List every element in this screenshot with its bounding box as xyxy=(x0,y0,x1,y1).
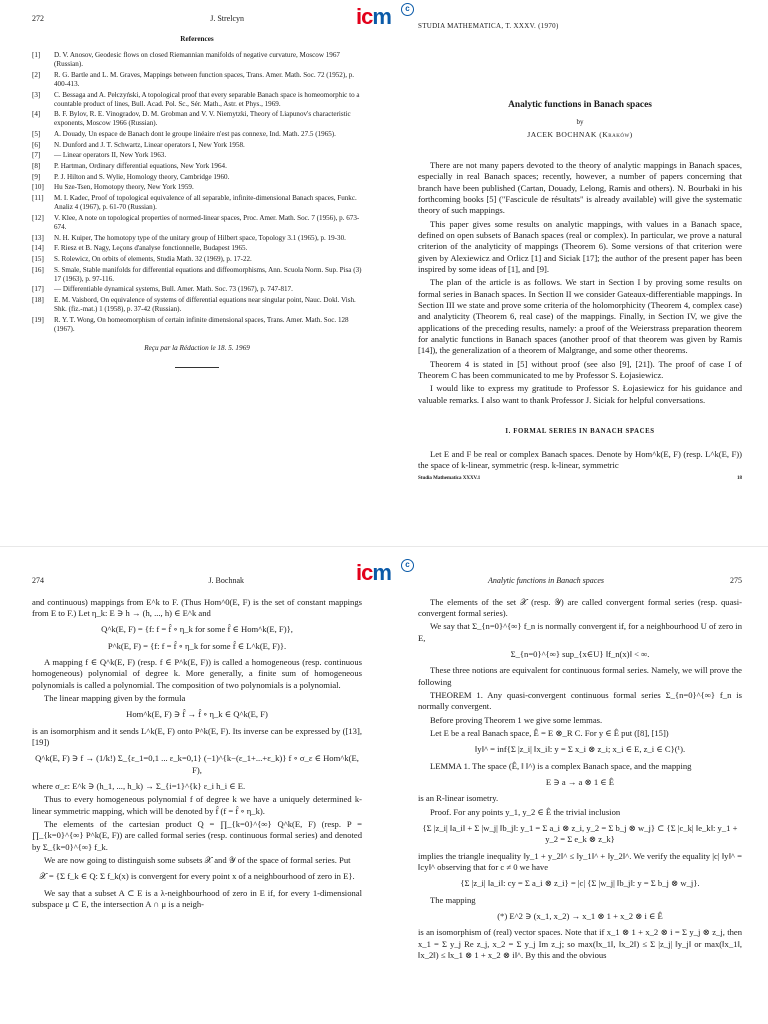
paragraph: Thus to every homogeneous polynomial f of degree k we have a uniquely determined k-linear symmetric mapping, which will be denoted by f̂ (f = f̂ ∘ η_k). xyxy=(32,794,362,816)
reference-text: P. Hartman, Ordinary differential equations, New York 1964. xyxy=(54,162,227,171)
paragraph: implies the triangle inequality ‖y_1 + y_2‖^ ≤ ‖y_1‖^ + ‖y_2‖^. We verify the equality |c| ‖y‖^ = ‖cy‖^ observing that for c ≠ 0 we have xyxy=(418,850,742,873)
reference-item xyxy=(32,173,362,182)
reference-item xyxy=(32,71,362,89)
reference-item xyxy=(32,110,362,128)
page-title-page xyxy=(418,22,742,542)
reference-number: [7] xyxy=(32,151,41,160)
reference-item xyxy=(32,285,362,294)
reference-text: A. Douady, Un espace de Banach dont le groupe linéaire n'est pas connexe, Ind. Math. 27.5 (1965). xyxy=(54,130,336,139)
formula: Q^k(E, F) ∋ f → (1/k!) Σ_{ε_1=0,1 ... ε_k=0,1} (−1)^{k−(ε_1+...+ε_k)} f ∘ σ_ε ∈ Hom^k(E, F), xyxy=(35,753,359,775)
page-number: 275 xyxy=(730,576,742,585)
intro-paragraph: I would like to express my gratitude to Professor S. Łojasiewicz for his guidance and valuable remarks. I also want to thank Professor J. Siciak for helpful conversations. xyxy=(418,383,742,405)
page-272 xyxy=(32,14,362,394)
reference-number: [11] xyxy=(32,194,44,203)
article-title: Analytic functions in Banach spaces xyxy=(508,100,652,111)
reference-number: [16] xyxy=(32,265,44,274)
paragraph: We are now going to distinguish some subsets 𝒳 and 𝒴 of the space of formal series. Put xyxy=(44,855,351,866)
paragraph: We say that Σ_{n=0}^{∞} f_n is normally convergent if, for a neighbourhood U of zero in E, xyxy=(418,621,742,643)
reference-text: — Linear operators II, New York 1963. xyxy=(54,151,167,160)
paragraph: We say that a subset A ⊂ E is a λ-neighbourhood of zero in E if, for every 1-dimensional subspace μ ⊂ E, the intersection A ∩ μ is a neigh- xyxy=(32,887,362,910)
running-head: J. Bochnak xyxy=(208,576,244,585)
copyright-icon: c xyxy=(401,3,414,16)
reference-text: C. Bessaga and A. Pełczyński, A topological proof that every separable Banach space is homeomorphic to a countable product of lines, Bull. Acad. Pol. Sc., Sér. Math., Astr. et Phys., 1969. xyxy=(54,90,360,108)
reference-number: [6] xyxy=(32,140,41,149)
reference-number: [4] xyxy=(32,110,41,119)
formula: {Σ |z_i| ‖a_i‖ + Σ |w_j| ‖b_j‖: y_1 = Σ a_i ⊗ z_i, y_2 = Σ b_j ⊗ w_j} ⊂ {Σ |c_k| ‖e_k‖: y_1 + y_2 = Σ e_k ⊗ z_k} xyxy=(422,823,738,845)
formula: Σ_{n=0}^{∞} sup_{x∈U} ‖f_n(x)‖ < ∞. xyxy=(510,648,650,659)
paragraph: The elements of the set 𝒳 (resp. 𝒴) are called convergent formal series (resp. quasi-convergent formal series). xyxy=(418,596,742,618)
icm-logo-bottom: icm xyxy=(356,560,391,585)
reference-text: N. Dunford and J. T. Schwartz, Linear operators I, New York 1958. xyxy=(54,140,245,149)
reference-text: S. Rolewicz, On orbits of elements, Studia Math. 32 (1969), p. 17-22. xyxy=(54,254,252,263)
reference-number: [8] xyxy=(32,162,41,171)
footer-right: 18 xyxy=(737,475,742,481)
reference-text: — Differentiable dynamical systems, Bull. Amer. Math. Soc. 73 (1967), p. 747-817. xyxy=(54,285,293,294)
paragraph: The elements of the cartesian product Q = ∏_{k=0}^{∞} Q^k(E, F) (resp. P = ∏_{k=0}^{∞} P^k(E, F)) are called formal series (resp. continuous formal series) and denoted by Σ_{k=0}^{∞} f_k. xyxy=(32,819,362,852)
reference-item xyxy=(32,316,362,334)
reference-item xyxy=(32,255,362,264)
reference-number: [5] xyxy=(32,130,41,139)
references-list xyxy=(32,51,362,334)
running-head: Analytic functions in Banach spaces xyxy=(488,576,604,585)
footer-left: Studia Mathematica XXXV.1 xyxy=(418,475,481,481)
page-274 xyxy=(32,576,362,1024)
reference-text: B. F. Bylov, R. E. Vinogradov, D. M. Grobman and V. V. Niemytzki, Theory of Liapunov's characteristic exponents, Moscow 1966 (Russian). xyxy=(54,110,351,128)
intro-paragraph: There are not many papers devoted to the theory of analytic mappings in Banach spaces, especially in real Banach spaces; recently, however, a number of papers concerning that branch have been published (Cartan, Douady, Lelong, Ramis and others). N. Bourbaki in his forthcoming books [5] ("Fascicule de résultats" is already available) will give the systematic theory of such mappings. xyxy=(418,159,742,216)
reference-item xyxy=(32,194,362,212)
paragraph: is an R-linear isometry. xyxy=(418,793,499,804)
reference-text: R. G. Bartle and L. M. Graves, Mappings between function spaces, Trans. Amer. Math. Soc. 72 (1952), p. 400-413. xyxy=(54,70,355,88)
paragraph: Before proving Theorem 1 we give some lemmas. xyxy=(430,714,603,725)
by-line: by xyxy=(576,117,584,126)
formula: (*) E^2 ∋ (x_1, x_2) → x_1 ⊗ 1 + x_2 ⊗ i ∈ Ê xyxy=(497,911,663,922)
reference-text: V. Klee, A note on topological properties of normed-linear spaces, Proc. Amer. Math. Soc. 7 (1956), p. 673-674. xyxy=(54,213,360,231)
references-title: References xyxy=(180,34,214,43)
reference-item xyxy=(32,130,362,139)
reference-item xyxy=(32,183,362,192)
paragraph: THEOREM 1. Any quasi-convergent continuous formal series Σ_{n=0}^{∞} f_n is normally convergent. xyxy=(418,689,742,712)
reference-number: [1] xyxy=(32,51,41,60)
end-rule xyxy=(175,367,219,368)
reference-number: [3] xyxy=(32,90,41,99)
reference-text: M. I. Kadec, Proof of topological equivalence of all separable, infinite-dimensional Banach spaces, Funkc. Analiz 4 (1967), p. 61-70 (Russian). xyxy=(54,194,357,212)
reference-number: [13] xyxy=(32,233,44,242)
reference-item xyxy=(32,51,362,69)
reference-number: [12] xyxy=(32,213,44,222)
formula: 𝒳 = {Σ f_k ∈ Q: Σ f_k(x) is convergent for every point x of a neighbourhood of zero in E}. xyxy=(39,871,355,882)
page-footer xyxy=(418,476,742,483)
reference-text: E. M. Vaisbord, On equivalence of systems of differential equations near singular point, Nauc. Dokl. Vish. Shk. (fiz.-mat.) 1 (1958), p. 37-42 (Russian). xyxy=(54,296,356,314)
page-divider xyxy=(0,546,768,547)
paragraph: The mapping xyxy=(430,894,476,905)
page-number: 272 xyxy=(32,14,44,23)
journal-header: STUDIA MATHEMATICA, T. XXXV. (1970) xyxy=(418,22,559,30)
section-paragraph: Let E and F be real or complex Banach spaces. Denote by Hom^k(E, F) (resp. L^k(E, F)) the space of k-linear, symmetric (resp. k-linear, symmetric xyxy=(418,449,742,471)
page-275-body xyxy=(418,597,742,962)
paragraph: A mapping f ∈ Q^k(E, F) (resp. f ∈ P^k(E, F)) is called a homogeneous (resp. continuous homogeneous) polynomial of degree k. More generally, a finite sum of homogeneous polynomials is called a polynomial. The composition of two polynomials is a polynomial. xyxy=(32,656,362,690)
reference-item xyxy=(32,151,362,160)
reference-number: [19] xyxy=(32,315,44,324)
reference-item xyxy=(32,234,362,243)
reference-number: [9] xyxy=(32,172,41,181)
formula: Hom^k(E, F) ∋ f̂ → f̂ ∘ η_k ∈ Q^k(E, F) xyxy=(126,709,268,720)
reference-item xyxy=(32,91,362,109)
copyright-icon-bottom: c xyxy=(401,559,414,572)
paragraph: Let E be a real Banach space, Ê = E ⊗_R C. For y ∈ Ê put ([8], [15]) xyxy=(430,727,669,738)
reference-number: [14] xyxy=(32,244,44,253)
reference-text: N. H. Kuiper, The homotopy type of the unitary group of Hilbert space, Topology 3.1 (1965), p. 19-30. xyxy=(54,233,346,242)
reference-item xyxy=(32,244,362,253)
reference-item xyxy=(32,214,362,232)
section-heading: I. FORMAL SERIES IN BANACH SPACES xyxy=(505,428,655,436)
formula: {Σ |z_i| ‖a_i‖: cy = Σ a_i ⊗ z_i} = |c| {Σ |w_j| ‖b_j‖: y = Σ b_j ⊗ w_j}. xyxy=(460,878,700,889)
reference-text: F. Riesz et B. Nagy, Leçons d'analyse fonctionnelle, Budapest 1965. xyxy=(54,244,248,253)
author: JACEK BOCHNAK (Kraków) xyxy=(527,129,633,139)
intro-paragraph: The plan of the article is as follows. We start in Section I by proving some results on formal series in Banach spaces. In Section II we consider Gateaux-differentiable mappings. In Section III we state and prove some criteria of the holomorphicity (Theorem 4, complex case) and analyticity (Theorem 6, real case) of the mappings. Finally, in Section IV, we give the applications of the preceding results, namely: a proof of the Weierstrass preparation theorem for analytic functions in Banach spaces (another proof of that theorem was given by Ramis [14]), the generalization of a theorem of Malgrange, and some other theorems. xyxy=(418,277,742,356)
paragraph: where σ_ε: E^k ∋ (h_1, ..., h_k) → Σ_{i=1}^{k} ε_i h_i ∈ E. xyxy=(32,781,246,792)
reference-text: Hu Sze-Tsen, Homotopy theory, New York 1959. xyxy=(54,183,194,192)
intro-text xyxy=(418,160,742,406)
reference-number: [2] xyxy=(32,70,41,79)
formula: E ∋ a → a ⊗ 1 ∈ Ê xyxy=(545,777,615,788)
paragraph: is an isomorphism and it sends L^k(E, F) onto P^k(E, F). Its inverse can be expressed by ([13], [19]) xyxy=(32,725,362,747)
reference-item xyxy=(32,296,362,314)
reference-text: S. Smale, Stable manifolds for differential equations and diffeomorphisms, Ann. Scuola Norm. Sup. Pisa (3) 17 (1963), p. 97-116. xyxy=(54,265,362,283)
paragraph: The linear mapping given by the formula xyxy=(44,692,186,703)
reference-text: P. J. Hilton and S. Wylie, Homology theory, Cambridge 1960. xyxy=(54,172,230,181)
reference-number: [10] xyxy=(32,183,44,192)
reference-item xyxy=(32,266,362,284)
reference-item xyxy=(32,141,362,150)
reference-text: R. Y. T. Wong, On homeomorphism of certain infinite dimensional spaces, Trans. Amer. Math. Soc. 128 (1967). xyxy=(54,315,349,333)
reference-text: D. V. Anosov, Geodesic flows on closed Riemannian manifolds of negative curvature, Moscow 1967 (Russian). xyxy=(54,51,340,69)
reference-number: [17] xyxy=(32,285,44,294)
intro-paragraph: Theorem 4 is stated in [5] without proof (see also [9], [21]). The proof of case I of Theorem C has been communicated to me by Professor S. Łojasiewicz. xyxy=(418,358,742,381)
reference-number: [18] xyxy=(32,296,44,305)
intro-paragraph: This paper gives some results on analytic mappings, with values in a Banach space, defined on open subsets of Banach spaces (real or complex). In particular, we prove a natural criterion of the analyticity of mappings (Theorem 6). Some versions of that criterion were given by Alexiewicz and Orlicz [1] and Siciak [17]; the author of the present paper has been inspired by some ideas of [1], and [9]. xyxy=(418,218,742,274)
icm-logo: icm xyxy=(356,4,391,29)
formula: P^k(E, F) = {f: f = f̂ ∘ η_k for some f̂ ∈ L^k(E, F)}. xyxy=(107,640,287,651)
paragraph: LEMMA 1. The space (Ê, ‖ ‖^) is a complex Banach space, and the mapping xyxy=(430,760,692,771)
formula: Q^k(E, F) = {f: f = f̂ ∘ η_k for some f̂ ∈ Hom^k(E, F)}, xyxy=(101,624,293,635)
reference-number: [15] xyxy=(32,254,44,263)
paragraph: Proof. For any points y_1, y_2 ∈ Ê the trivial inclusion xyxy=(430,806,621,817)
paragraph: and continuous) mappings from E^k to F. (Thus Hom^0(E, F) is the set of constant mappings from E to F.) Let η_k: E ∋ h → (h, ..., h) ∈ E^k and xyxy=(32,596,362,618)
page-number: 274 xyxy=(32,576,44,585)
page-274-body xyxy=(32,597,362,911)
paragraph: These three notions are equivalent for continuous formal series. Namely, we will prove the following xyxy=(418,665,742,687)
running-head: J. Strelcyn xyxy=(210,14,244,23)
received-date: Reçu par la Rédaction le 18. 5. 1969 xyxy=(144,343,250,352)
page-275 xyxy=(418,576,742,1024)
paragraph: is an isomorphism of (real) vector spaces. Note that if x_1 ⊗ 1 + x_2 ⊗ i = Σ y_j ⊗ z_j, then x_1 = Σ y_j Re z_j, x_2 = Σ y_j Im z_j; so max(‖x_1‖, ‖x_2‖) ≤ Σ |z_j| ‖y_j‖ or max(‖x_1‖, ‖x_2‖) ≤ ‖x_1 ⊗ 1 + x_2 ⊗ i‖^. By this and the obvious xyxy=(418,927,742,961)
reference-item xyxy=(32,162,362,171)
formula: ‖y‖^ = inf{Σ |z_i| ‖x_i‖: y = Σ x_i ⊗ z_i; x_i ∈ E, z_i ∈ C}(¹). xyxy=(474,744,686,755)
